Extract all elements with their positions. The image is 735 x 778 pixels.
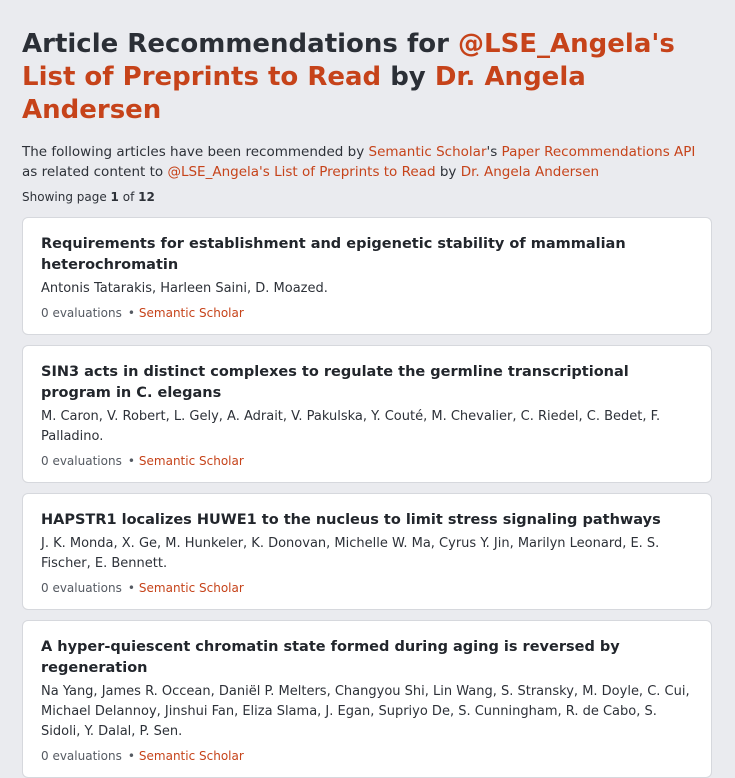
article-meta bbox=[41, 748, 693, 764]
paging-prefix: Showing page bbox=[22, 190, 111, 204]
paging-of: of bbox=[118, 190, 139, 204]
article-authors: M. Caron, V. Robert, L. Gely, A. Adrait, V. Pakulska, Y. Couté, M. Chevalier, C. Riedel, C. Bedet, F. Palladino. bbox=[41, 409, 661, 444]
list-link[interactable]: @LSE_Angela's List of Preprints to Read bbox=[22, 29, 675, 92]
article-list bbox=[22, 217, 712, 778]
article-meta bbox=[41, 453, 693, 469]
pagination-status bbox=[22, 189, 712, 205]
article-title[interactable]: SIN3 acts in distinct complexes to regulate the germline transcriptional program in C. elegans bbox=[41, 364, 629, 401]
semantic-scholar-link[interactable]: Semantic Scholar bbox=[368, 144, 487, 160]
article-card[interactable] bbox=[22, 217, 712, 335]
article-card[interactable] bbox=[22, 345, 712, 483]
title-by: by bbox=[381, 62, 435, 92]
intro-text-4: by bbox=[435, 164, 461, 180]
intro-text-2: 's bbox=[486, 144, 502, 160]
evaluations-count: 0 evaluations bbox=[41, 749, 122, 763]
article-card[interactable] bbox=[22, 620, 712, 778]
article-card[interactable] bbox=[22, 493, 712, 610]
article-meta bbox=[41, 580, 693, 596]
meta-separator: • bbox=[127, 581, 135, 595]
source-link[interactable]: Semantic Scholar bbox=[138, 581, 244, 595]
evaluations-count: 0 evaluations bbox=[41, 581, 122, 595]
source-link[interactable]: Semantic Scholar bbox=[138, 749, 244, 763]
intro-text bbox=[22, 142, 712, 182]
article-authors: J. K. Monda, X. Ge, M. Hunkeler, K. Donovan, Michelle W. Ma, Cyrus Y. Jin, Marilyn Leonard, E. S. Fischer, E. Bennett. bbox=[41, 536, 660, 571]
title-prefix: Article Recommendations for bbox=[22, 29, 458, 59]
total-pages: 12 bbox=[138, 190, 155, 204]
meta-separator: • bbox=[127, 306, 135, 320]
meta-separator: • bbox=[127, 749, 135, 763]
meta-separator: • bbox=[127, 454, 135, 468]
intro-text-3: as related content to bbox=[22, 164, 168, 180]
intro-list-link[interactable]: @LSE_Angela's List of Preprints to Read bbox=[167, 164, 436, 180]
source-link[interactable]: Semantic Scholar bbox=[138, 454, 244, 468]
article-authors: Na Yang, James R. Occean, Daniël P. Melters, Changyou Shi, Lin Wang, S. Stransky, M. Doyle, C. Cui, Michael Delannoy, Jinshui Fan, Eliza Slama, J. Egan, Supriyo De, S. Cunningham, R. de Cabo, S. Sidoli, Y. Dalal, P. Sen. bbox=[41, 684, 690, 739]
source-link[interactable]: Semantic Scholar bbox=[138, 306, 244, 320]
evaluations-count: 0 evaluations bbox=[41, 454, 122, 468]
recommendations-api-link[interactable]: Paper Recommendations API bbox=[501, 144, 696, 160]
page-title bbox=[22, 28, 712, 127]
intro-text-1: The following articles have been recommended by bbox=[22, 144, 369, 160]
current-page: 1 bbox=[110, 190, 119, 204]
article-title[interactable]: A hyper-quiescent chromatin state formed during aging is reversed by regeneration bbox=[41, 639, 620, 676]
article-meta bbox=[41, 305, 693, 321]
article-title[interactable]: HAPSTR1 localizes HUWE1 to the nucleus to limit stress signaling pathways bbox=[41, 512, 661, 528]
author-link[interactable]: Dr. Angela Andersen bbox=[22, 62, 586, 125]
intro-author-link[interactable]: Dr. Angela Andersen bbox=[460, 164, 600, 180]
article-title[interactable]: Requirements for establishment and epigenetic stability of mammalian heterochromatin bbox=[41, 236, 626, 273]
evaluations-count: 0 evaluations bbox=[41, 306, 122, 320]
article-authors: Antonis Tatarakis, Harleen Saini, D. Moazed. bbox=[41, 281, 328, 296]
